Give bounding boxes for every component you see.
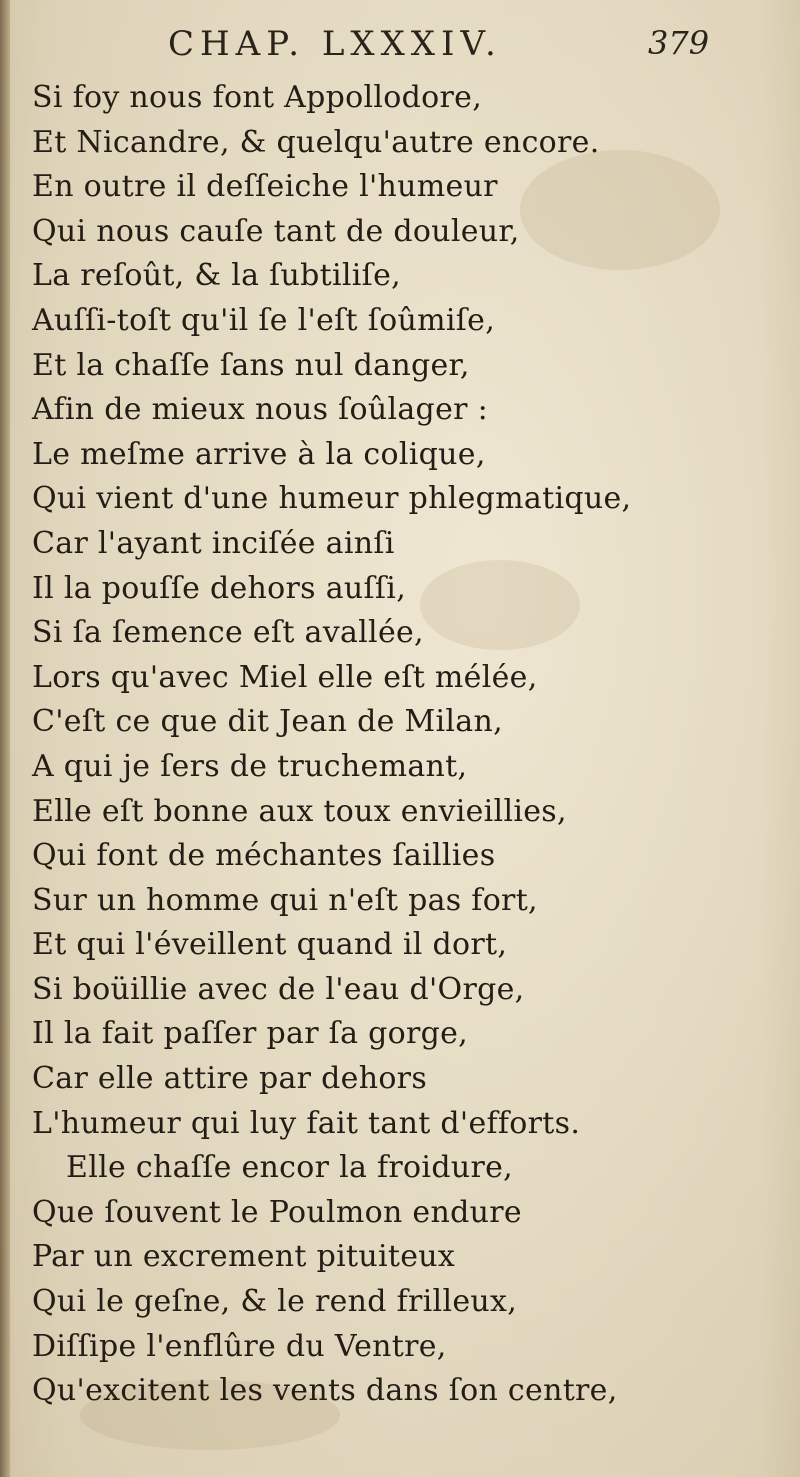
verse-line: Qui le geſne, & le rend frilleux, bbox=[32, 1284, 518, 1320]
verse-line: En outre il deſſeiche l'humeur bbox=[32, 169, 498, 205]
verse-line: Et Nicandre, & quelqu'autre encore. bbox=[32, 124, 600, 160]
page-number: 379 bbox=[648, 24, 710, 62]
verse-line: Par un excrement pituiteux bbox=[32, 1239, 456, 1275]
verse-line: Si ſa ſemence eſt avallée, bbox=[32, 615, 424, 651]
verse-line: Qui font de méchantes ſaillies bbox=[32, 838, 496, 874]
verse-line: Si boüillie avec de l'eau d'Orge, bbox=[32, 971, 525, 1007]
page-header bbox=[0, 24, 800, 74]
verse-line: Qui vient d'une humeur phlegmatique, bbox=[32, 481, 632, 517]
verse-line: Car l'ayant inciſée ainſi bbox=[32, 525, 395, 561]
verse-line: Il la pouſſe dehors auſſi, bbox=[32, 570, 407, 606]
verse-line-indented: Elle chaſſe encor la froidure, bbox=[66, 1150, 513, 1186]
verse-list bbox=[32, 76, 772, 1414]
verse-line: Qu'excitent les vents dans ſon centre, bbox=[32, 1373, 618, 1409]
verse-line: Car elle attire par dehors bbox=[32, 1061, 428, 1097]
verse-line: Que ſouvent le Poulmon endure bbox=[32, 1194, 522, 1230]
verse-line: Le meſme arrive à la colique, bbox=[32, 436, 486, 472]
verse-line: La reſoût, & la ſubtiliſe, bbox=[32, 258, 401, 294]
verse-line: Qui nous cauſe tant de douleur, bbox=[32, 213, 520, 249]
verse-line: Diſſipe l'enflûre du Ventre, bbox=[32, 1328, 447, 1364]
verse-line: Sur un homme qui n'eſt pas fort, bbox=[32, 882, 538, 918]
verse-line: A qui je ſers de truchemant, bbox=[32, 748, 468, 784]
page-gutter bbox=[0, 0, 10, 1477]
verse-line: Lors qu'avec Miel elle eſt mélée, bbox=[32, 659, 538, 695]
running-head: CHAP. LXXXIV. bbox=[168, 24, 502, 64]
verse-line: Elle eſt bonne aux toux envieillies, bbox=[32, 793, 567, 829]
verse-line: Auſſi-toſt qu'il ſe l'eſt ſoûmiſe, bbox=[32, 302, 496, 338]
verse-line: Et qui l'éveillent quand il dort, bbox=[32, 927, 508, 963]
verse-line: Afin de mieux nous ſoûlager : bbox=[32, 392, 489, 428]
verse-line: Et la chaſſe ſans nul danger, bbox=[32, 347, 470, 383]
verse-line: L'humeur qui luy fait tant d'efforts. bbox=[32, 1105, 581, 1141]
verse-line: Si foy nous font Appollodore, bbox=[32, 80, 483, 115]
verse-line: C'eſt ce que dit Jean de Milan, bbox=[32, 704, 503, 740]
verse-line: Il la fait paſſer par ſa gorge, bbox=[32, 1016, 468, 1052]
